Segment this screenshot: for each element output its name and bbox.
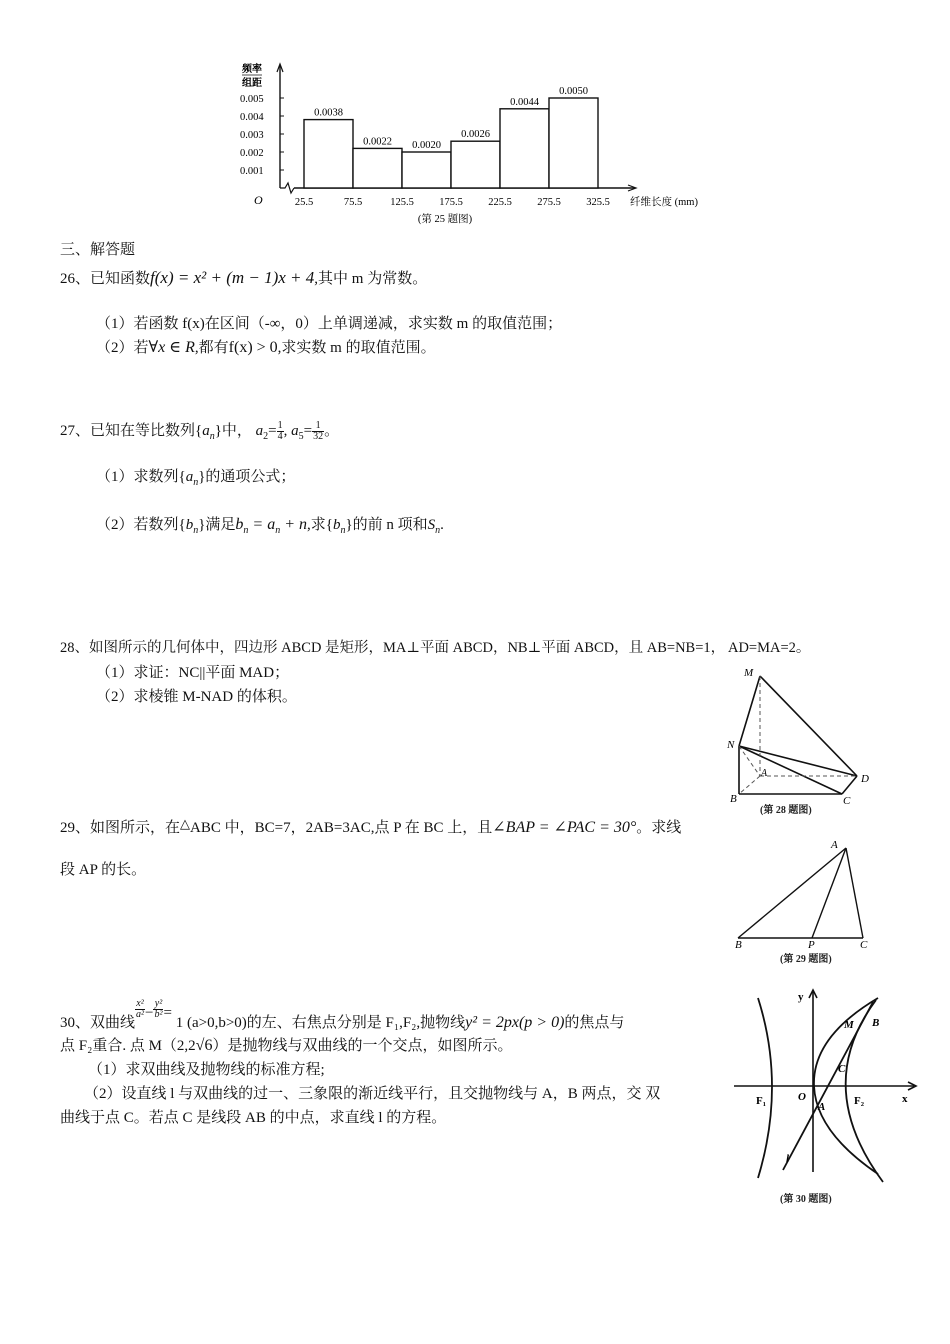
q29-label-a: A xyxy=(831,839,838,851)
q29-label-c: C xyxy=(860,939,868,951)
q29-label-b: B xyxy=(735,939,742,951)
histogram-bar xyxy=(353,148,402,188)
q27-a5-sub: 5 xyxy=(298,431,304,442)
bar-value-label: 0.0044 xyxy=(510,96,539,108)
y-tick-label: 0.005 xyxy=(240,94,264,105)
y-tick-label: 0.001 xyxy=(240,166,264,177)
q30-caption: (第 30 题图) xyxy=(780,1194,832,1205)
q30-part1: （1）求双曲线及抛物线的标准方程; xyxy=(88,1062,325,1078)
x-tick-label: 175.5 xyxy=(439,197,463,208)
y-label-top: 频率 xyxy=(242,64,262,75)
q30-figure xyxy=(728,982,928,1210)
q27-a2-sub: 2 xyxy=(263,431,269,442)
q26-formula: f(x) = x² + (m − 1)x + 4 xyxy=(150,268,315,287)
q30-parabola: y² = 2px(p > 0) xyxy=(465,1014,565,1031)
q26-p2-pre: （2）若 xyxy=(96,340,149,356)
q30-part2a: （2）设直线 l 与双曲线的过一、三象限的渐近线平行，且交抛物线与 A，B 两点，交 双 xyxy=(84,1086,661,1102)
bar-value-label: 0.0038 xyxy=(314,107,343,119)
q28-label-m: M xyxy=(744,667,754,679)
x-axis-break xyxy=(280,183,294,193)
origin-label: O xyxy=(254,193,263,207)
q29-formula: ∠BAP = ∠PAC = 30° xyxy=(492,819,637,836)
q27-an: a xyxy=(202,423,210,439)
q27-stem-pre: 27、已知在等比数列{ xyxy=(60,423,203,439)
y-tick-label: 0.004 xyxy=(240,112,264,123)
x-tick-label: 275.5 xyxy=(537,197,561,208)
histogram-bar xyxy=(304,120,353,188)
histogram-bar xyxy=(402,152,451,188)
q29-caption: (第 29 题图) xyxy=(780,954,832,965)
q27-a2-value: $\frac{1}{4}$ xyxy=(277,420,283,443)
q26-stem xyxy=(60,268,427,289)
x-tick-label: 225.5 xyxy=(488,197,512,208)
bar-value-label: 0.0020 xyxy=(412,140,441,151)
histogram-bar xyxy=(451,141,500,188)
q30-label-f1: F₁ xyxy=(756,1095,767,1107)
q26-stem-pre: 26、已知函数 xyxy=(60,271,151,287)
x-tick-label: 75.5 xyxy=(343,197,363,208)
q30-label-a: A xyxy=(818,1101,826,1113)
q28-label-c: C xyxy=(843,795,851,807)
q27-a2: a xyxy=(255,423,264,439)
histogram-chart xyxy=(230,60,730,235)
bar-value-label: 0.0050 xyxy=(559,86,588,97)
q27-stem: 27、已知在等比数列$\{a_n\}$中， $a_2=$ $\frac{1}{4}$ , $a_5=$ $\frac{1}{32}$ 。 xyxy=(60,420,340,443)
q27-stem-mid: }中， xyxy=(214,423,252,439)
q30-label-m: M xyxy=(844,1019,854,1031)
q27-an-sub: n xyxy=(209,431,215,442)
q30-label-y: y xyxy=(798,991,804,1003)
q30-frac-y: $\frac{\text{y²}}{\text{b²}}$ xyxy=(154,998,163,1020)
q30-label-o: O xyxy=(798,1091,806,1103)
x-tick-label: 125.5 xyxy=(390,197,414,208)
q27-a5-value: $\frac{1}{32}$ xyxy=(313,420,324,443)
q29-line2: 段 AP 的长。 xyxy=(60,862,147,878)
q28-part2: （2）求棱锥 M-NAD 的体积。 xyxy=(96,689,297,705)
bar-value-label: 0.0022 xyxy=(363,136,392,148)
q26-stem-post: ,其中 m 为常数。 xyxy=(314,271,428,287)
q28-label-a: A xyxy=(761,768,768,779)
q28-caption: (第 28 题图) xyxy=(760,805,812,816)
q27-part1: （1）求数列$\{a_n\}$的通项公式； xyxy=(96,469,296,488)
q28-label-b: B xyxy=(730,793,737,805)
histogram-bar xyxy=(500,109,549,188)
q27-part2: （2）若数列$\{b_n\}$满足$b_n = a_n + n$,求$\{b_n\}$的前 n 项和$S_n$. xyxy=(96,516,444,536)
q30-part2b: 曲线于点 C。若点 C 是线段 AB 的中点，求直线 l 的方程。 xyxy=(60,1110,447,1126)
chart-caption: (第 25 题图) xyxy=(417,214,473,225)
q30-sqrt6: √6 xyxy=(195,1037,213,1054)
x-tick-label: 25.5 xyxy=(294,197,314,208)
y-tick-label: 0.002 xyxy=(240,148,264,159)
q26-p2-mid: ,都有 xyxy=(194,340,229,356)
q26-part1: （1）若函数 f(x)在区间（-∞，0）上单调递减，求实数 m 的取值范围； xyxy=(96,316,563,332)
histogram-bar xyxy=(549,98,598,188)
q28-figure xyxy=(722,664,882,819)
x-tick-label: 325.5 xyxy=(586,197,610,208)
q26-p2-formula2: f(x) > 0 xyxy=(228,339,278,356)
q28-stem: 28、如图所示的几何体中，四边形 ABCD 是矩形，MA⊥平面 ABCD，NB⊥平面 ABCD，且 AB=NB=1， AD=MA=2。 xyxy=(60,640,811,656)
q29-figure xyxy=(728,836,878,968)
x-axis-label: 纤维长度 (mm) xyxy=(630,197,698,208)
y-label-bottom: 组距 xyxy=(242,78,262,89)
q27-stem-end: 。 xyxy=(324,423,340,439)
q30-label-l: l xyxy=(786,1153,790,1165)
q27-a5: a xyxy=(291,423,299,439)
q28-label-d: D xyxy=(861,773,869,785)
q26-p2-post: ,求实数 m 的取值范围。 xyxy=(277,340,436,356)
y-tick-label: 0.003 xyxy=(240,130,264,141)
q30-stem: 30、双曲线 $\frac{\text{x²}}{\text{a²}}$ − $\frac{\text{y²}}{\text{b²}}$ = 1 (a>0,b>0)的左、右焦点分别是 F₁,F₂,抛物线y² = 2px(p > 0)的焦点与 xyxy=(60,998,625,1031)
q30-label-f2: F₂ xyxy=(854,1095,865,1107)
q30-line2: 点 F₂重合. 点 M（2,2√6）是抛物线与双曲线的一个交点，如图所示。 xyxy=(60,1037,513,1054)
q29-label-p: P xyxy=(808,939,815,951)
triangle-symbol: △ xyxy=(180,816,191,831)
q28-label-n: N xyxy=(727,739,735,751)
q26-part2 xyxy=(96,338,436,358)
q26-p2-formula: ∀x ∈ R xyxy=(148,339,195,356)
q30-label-b: B xyxy=(872,1017,880,1029)
q29-stem: 29、如图所示，在△ABC 中，BC=7，2AB=3AC,点 P 在 BC 上，且∠BAP = ∠PAC = 30°。求线 xyxy=(60,816,682,836)
section-title: 三、解答题 xyxy=(60,242,136,258)
q30-label-x: x xyxy=(902,1093,908,1105)
q28-part1: （1）求证：NC||平面 MAD； xyxy=(96,665,290,681)
bar-value-label: 0.0026 xyxy=(461,129,490,141)
q30-label-c: C xyxy=(838,1063,846,1075)
q30-frac-x: $\frac{\text{x²}}{\text{a²}}$ xyxy=(136,998,145,1020)
